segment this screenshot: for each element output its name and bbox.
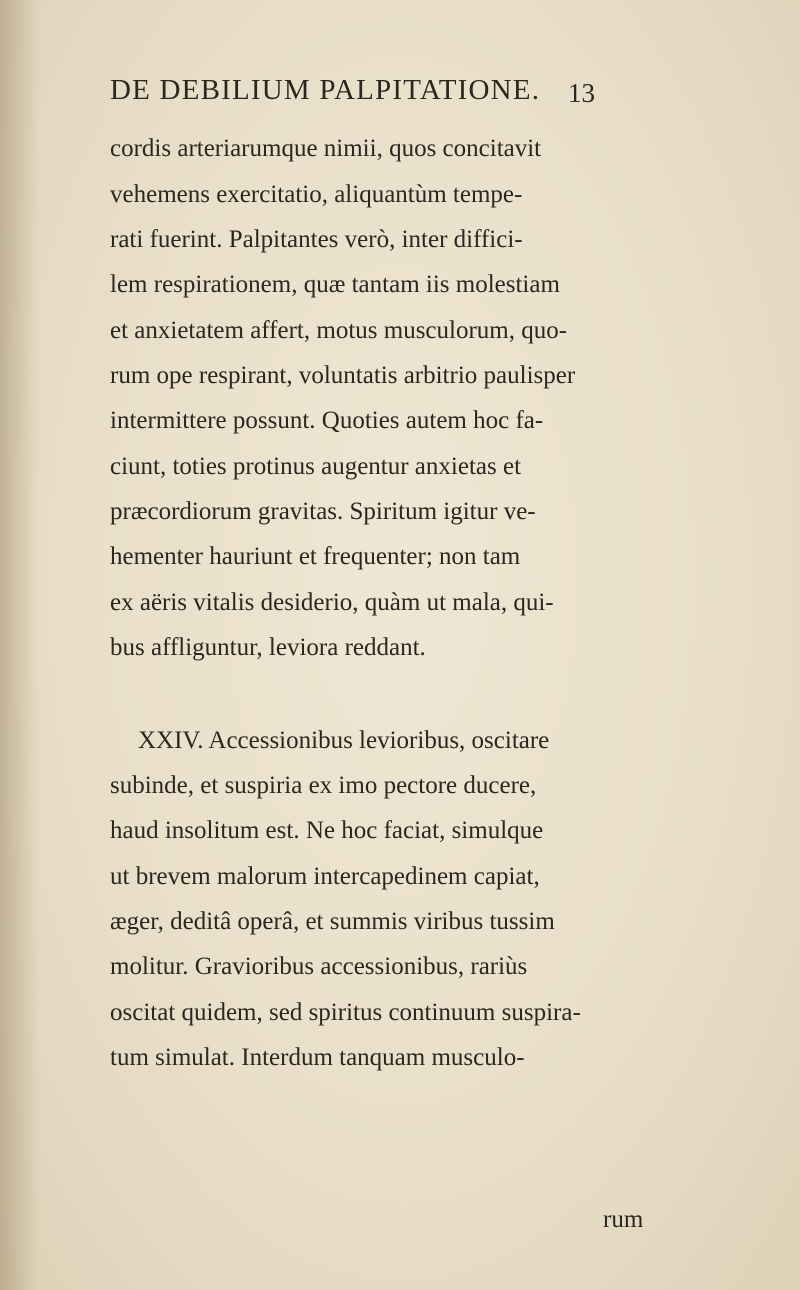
text-line: ex aëris vitalis desiderio, quàm ut mala, qui- (110, 589, 554, 616)
text-line: præcordiorum gravitas. Spiritum igitur ve- (110, 498, 536, 525)
text-line: ciunt, toties protinus augentur anxietas et (110, 453, 522, 480)
text-line: rum ope respirant, voluntatis arbitrio paulisper (110, 362, 576, 389)
text-line: subinde, et suspiria ex imo pectore ducere, (110, 772, 537, 799)
running-title: DE DEBILIUM PALPITATIONE. (110, 74, 541, 106)
text-line: rati fuerint. Palpitantes verò, inter diffici- (110, 226, 523, 253)
text-line: et anxietatem affert, motus musculorum, quo- (110, 317, 568, 344)
text-line: vehemens exercitatio, aliquantùm tempe- (110, 181, 523, 208)
text-line: molitur. Gravioribus accessionibus, rariùs (110, 953, 528, 980)
text-line: haud insolitum est. Ne hoc faciat, simulque (110, 817, 544, 844)
text-line: tum simulat. Interdum tanquam musculo- (110, 1044, 525, 1071)
text-line: oscitat quidem, sed spiritus continuum suspira- (110, 999, 581, 1026)
text-line: cordis arteriarumque nimii, quos concitavit (110, 135, 542, 162)
page-gutter-shadow (0, 0, 40, 1290)
running-head (110, 74, 710, 114)
text-line: intermittere possunt. Quoties autem hoc fa- (110, 407, 544, 434)
text-line: ut brevem malorum intercapedinem capiat, (110, 863, 540, 890)
page-number: 13 (568, 78, 595, 108)
text-line: bus affliguntur, leviora reddant. (110, 634, 426, 661)
text-line: lem respirationem, quæ tantam iis molestiam (110, 271, 560, 298)
catchword: rum (603, 1206, 644, 1233)
text-line: hementer hauriunt et frequenter; non tam (110, 543, 521, 570)
text-line: æger, deditâ operâ, et summis viribus tussim (110, 908, 555, 935)
section-first-line: XXIV. Accessionibus levioribus, oscitare (138, 727, 550, 754)
